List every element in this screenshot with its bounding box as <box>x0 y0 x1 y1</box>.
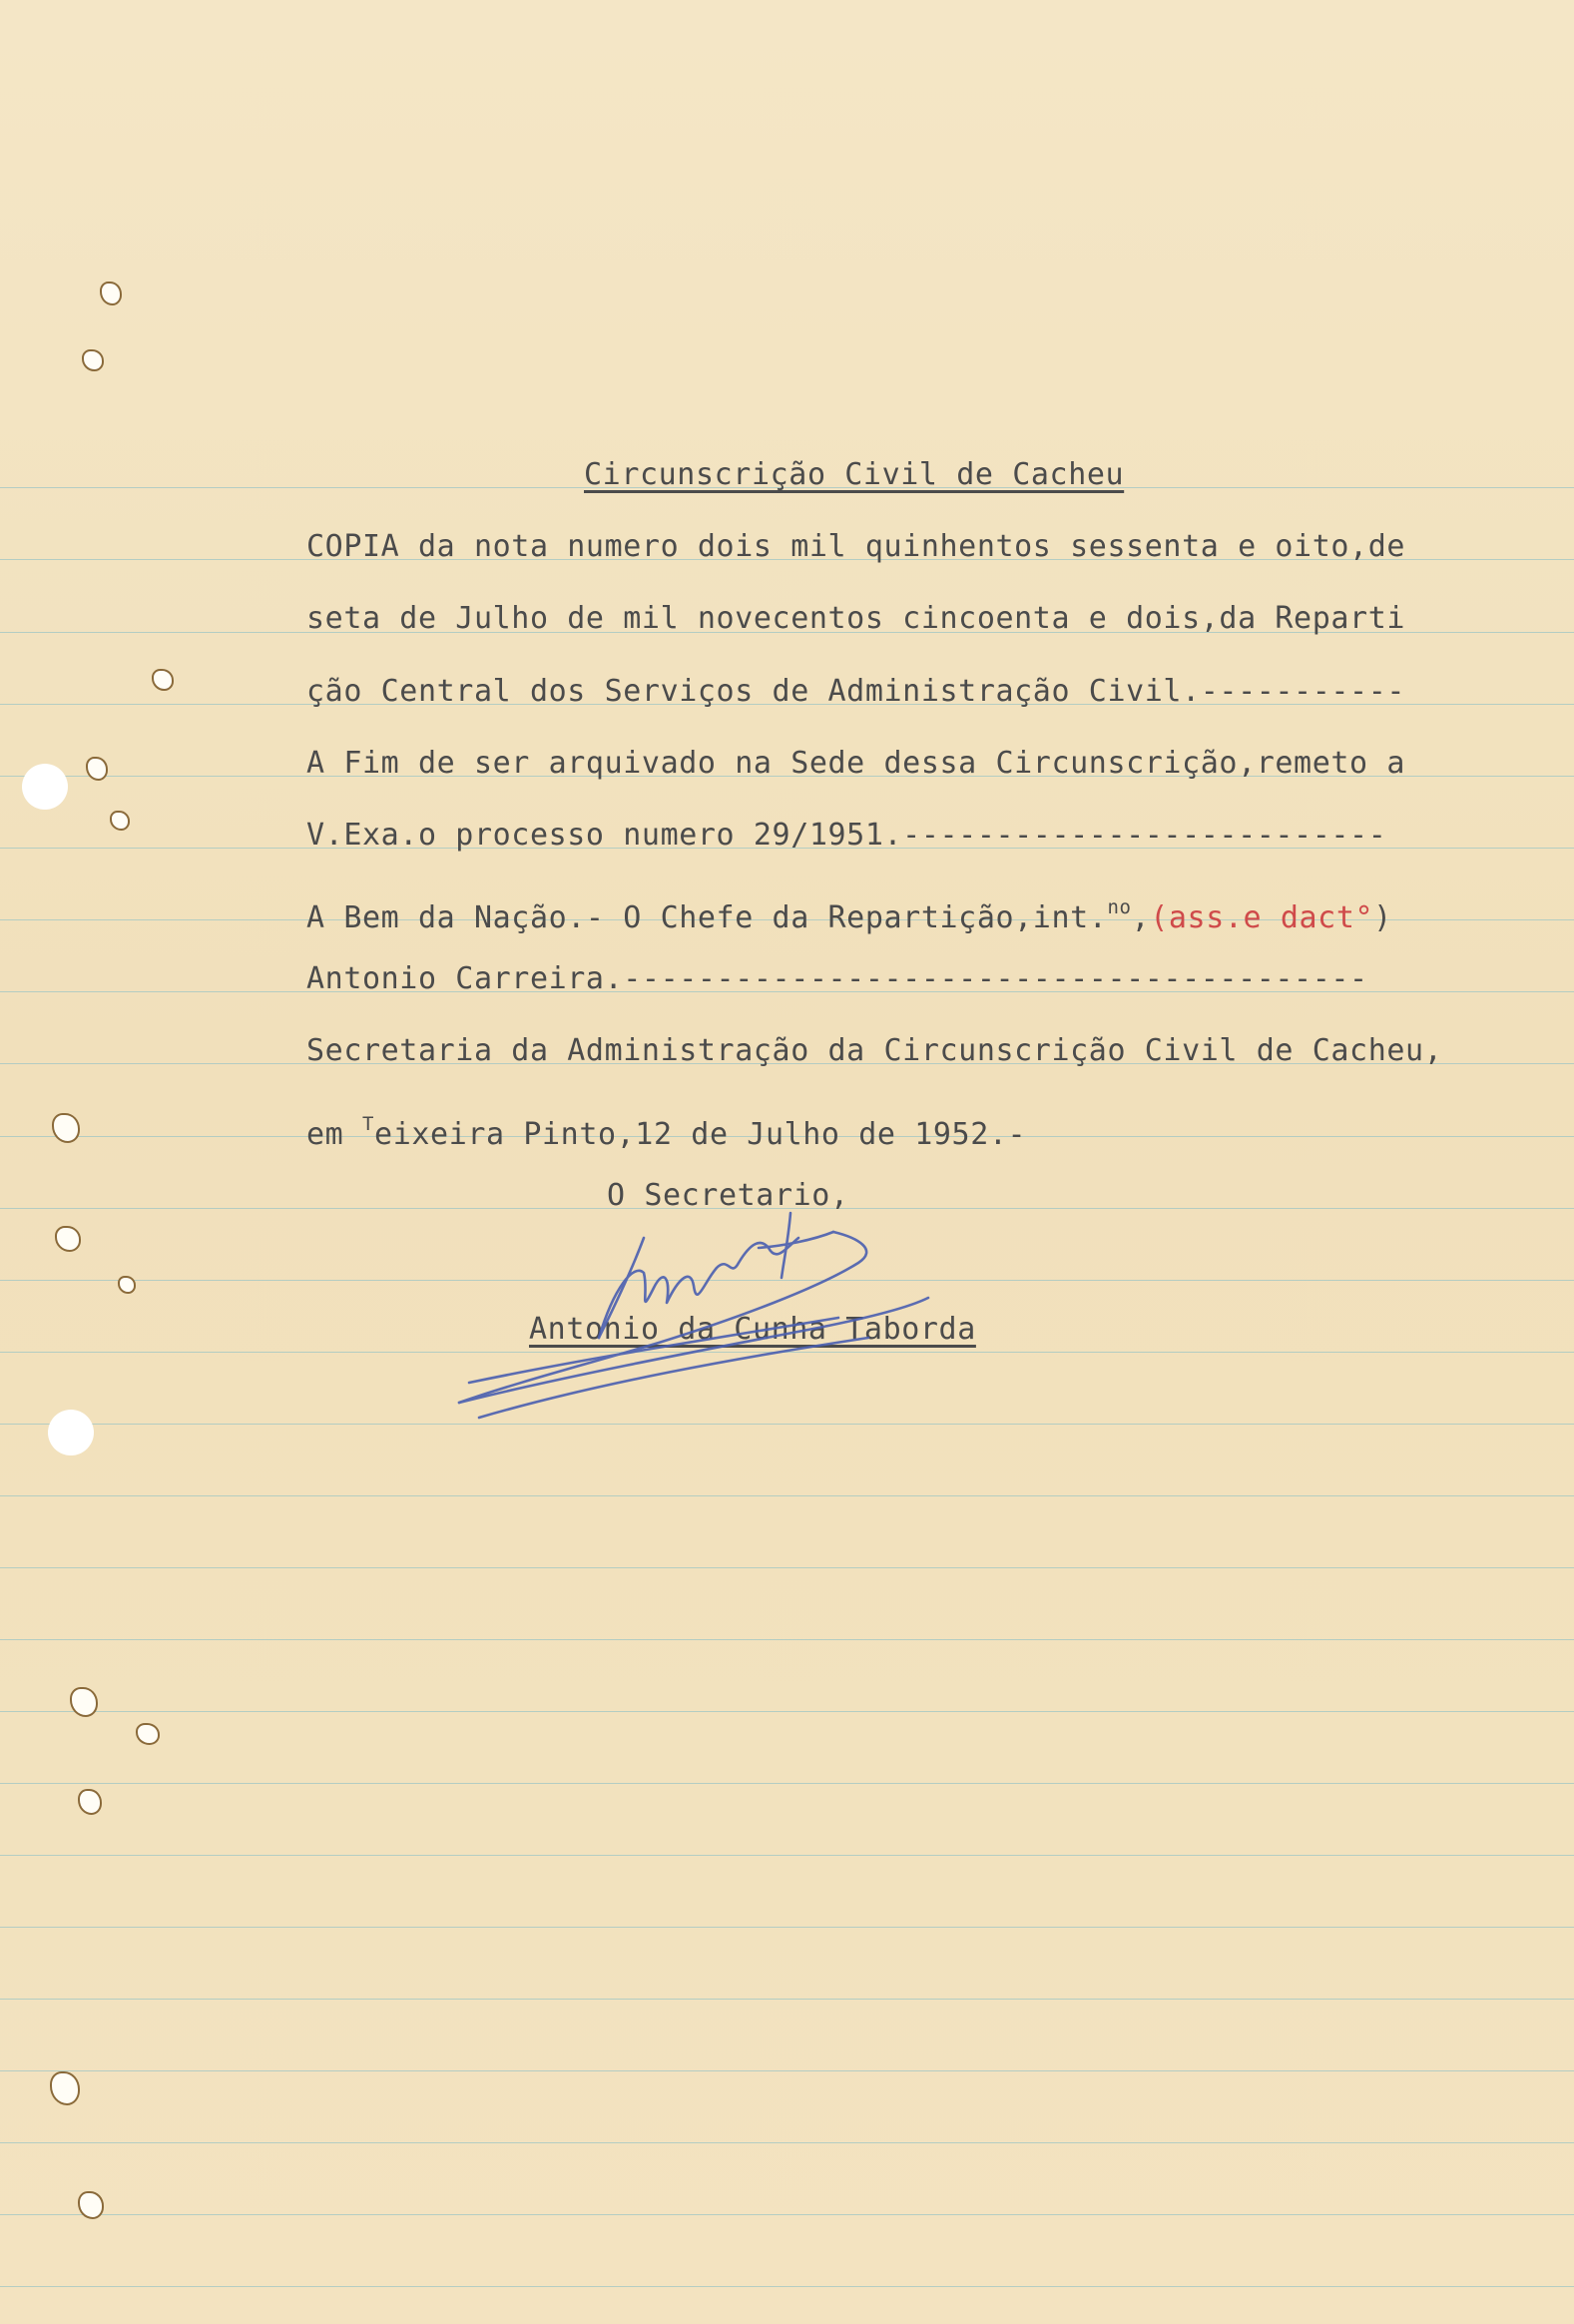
secretary-title: O Secretario, <box>607 1178 849 1213</box>
body-line-2: seta de Julho de mil novecentos cincoenta e dois,da Reparti <box>306 601 1406 636</box>
body-line-4: A Fim de ser arquivado na Sede dessa Circunscrição,remeto a <box>306 746 1406 781</box>
red-annotation: (ass.e dact° <box>1150 900 1374 935</box>
body-line-6-close: ) <box>1373 900 1392 935</box>
document-heading: Circunscrição Civil de Cacheu <box>584 457 1125 492</box>
body-line-6-text: A Bem da Nação.- O Chefe da Repartição,int. <box>306 900 1108 935</box>
body-line-8: Secretaria da Administração da Circunscrição Civil de Cacheu, <box>306 1033 1443 1068</box>
body-line-9-prefix: em <box>306 1117 362 1152</box>
body-line-6-superscript: no <box>1107 896 1132 918</box>
body-line-3: ção Central dos Serviços de Administração Civil.----------- <box>306 674 1406 709</box>
handwritten-signature <box>439 1168 1018 1438</box>
body-line-7: Antonio Carreira.---------------------------------------- <box>306 961 1368 996</box>
body-line-9-superscript: T <box>362 1113 375 1135</box>
body-line-9 <box>306 1106 1026 1153</box>
body-line-9-text: eixeira Pinto,12 de Julho de 1952.- <box>374 1117 1027 1152</box>
body-line-6 <box>306 889 1392 936</box>
body-line-6-comma: , <box>1131 900 1151 935</box>
body-line-5: V.Exa.o processo numero 29/1951.-------------------------- <box>306 818 1387 853</box>
signatory-name: Antonio da Cunha Taborda <box>529 1312 976 1347</box>
body-line-1: COPIA da nota numero dois mil quinhentos sessenta e oito,de <box>306 529 1406 564</box>
